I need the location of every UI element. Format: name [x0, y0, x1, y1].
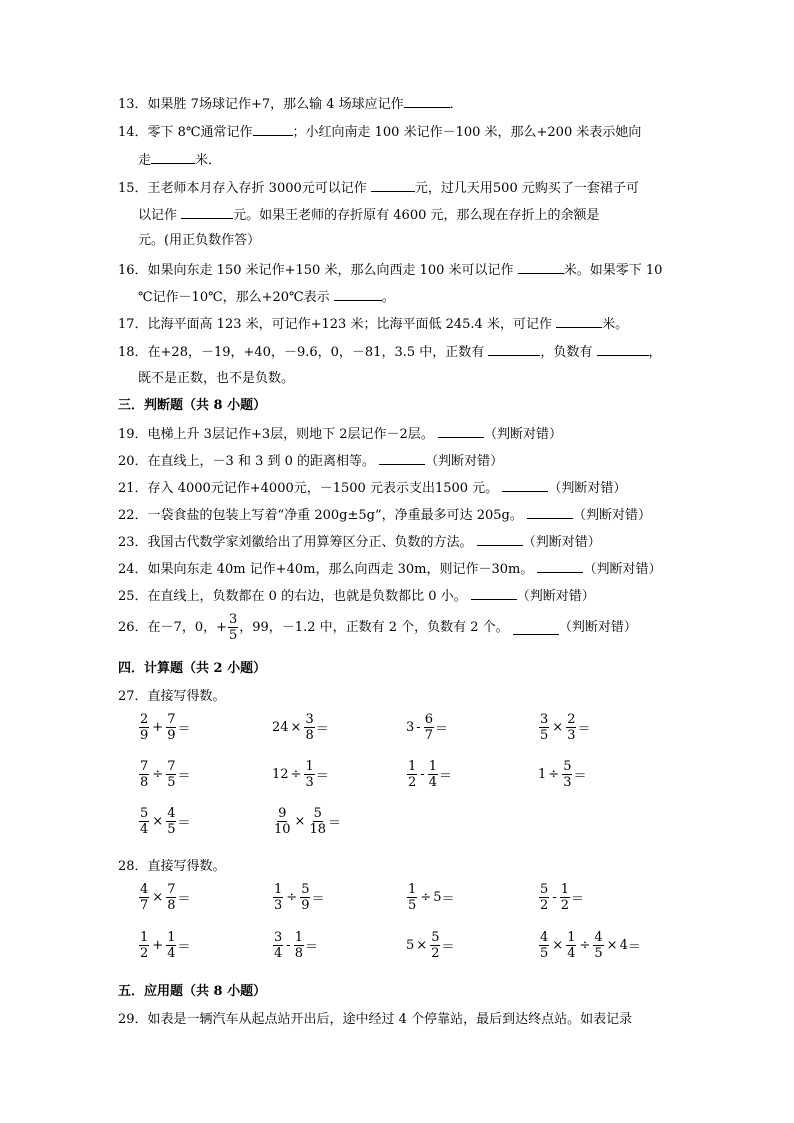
denominator: 5 — [167, 822, 176, 837]
numerator: 4 — [540, 930, 549, 945]
question-15-cont: 以记作 元。如果王老师的存折原有 4600 元，那么现在存折上的余额是 — [138, 205, 600, 225]
fraction — [566, 930, 576, 961]
answer-blank[interactable] — [488, 342, 540, 356]
numerator: 5 — [563, 759, 572, 774]
denominator: 9 — [301, 898, 310, 913]
denominator: 5 — [408, 898, 417, 913]
equals-sign: ＝ — [315, 722, 329, 737]
denominator: 4 — [567, 946, 576, 961]
denominator: 3 — [305, 775, 314, 790]
calc-expression — [538, 930, 641, 961]
answer-blank[interactable] — [438, 424, 484, 438]
denominator: 4 — [274, 946, 283, 961]
fraction — [428, 759, 438, 790]
denominator: 2 — [431, 946, 440, 961]
denominator: 9 — [167, 728, 176, 743]
calc-expression — [138, 882, 190, 913]
question-16-cont: ℃记作－10℃，那么+20℃表示 。 — [138, 287, 395, 307]
fraction — [166, 712, 176, 743]
denominator: 9 — [140, 728, 149, 743]
denominator: 18 — [309, 822, 326, 837]
numerator: 1 — [560, 882, 569, 897]
denominator: 5 — [540, 946, 549, 961]
numerator: 1 — [274, 882, 283, 897]
numerator: 9 — [278, 806, 287, 821]
operator: ÷ — [548, 767, 560, 782]
numerator: 7 — [140, 759, 149, 774]
numerator: 3 — [305, 712, 314, 727]
answer-blank[interactable] — [151, 150, 195, 164]
whole-number: 24 — [272, 720, 289, 735]
denominator: 4 — [167, 946, 176, 961]
calc-expression — [138, 759, 190, 790]
operator: × — [552, 938, 564, 953]
denominator: 4 — [428, 775, 437, 790]
denominator: 3 — [563, 775, 572, 790]
equals-sign: ＝ — [177, 722, 191, 737]
denominator: 8 — [140, 775, 149, 790]
equals-sign: ＝ — [177, 940, 191, 955]
equals-sign: ＝ — [315, 769, 329, 784]
answer-blank[interactable] — [502, 478, 548, 492]
section-heading-judge: 三．判断题（共 8 小题） — [118, 398, 267, 413]
question-16: 16．如果向东走 150 米记作+150 米，那么向西走 100 米可以记作 米。如果零下 10 — [118, 260, 662, 280]
numerator: 4 — [594, 930, 603, 945]
numerator: 1 — [408, 759, 417, 774]
equals-sign: ＝ — [328, 816, 342, 831]
fraction — [139, 882, 149, 913]
numerator: 7 — [167, 759, 176, 774]
question-18-cont: 既不是正数，也不是负数。 — [138, 371, 295, 386]
denominator: 8 — [294, 946, 303, 961]
question-14-cont: 走 米． — [138, 150, 221, 170]
fraction — [273, 806, 292, 837]
denominator: 5 — [540, 728, 549, 743]
section-heading-application: 五．应用题（共 8 小题） — [118, 984, 267, 999]
operator: × — [552, 720, 564, 735]
answer-blank[interactable] — [537, 559, 583, 573]
fraction — [407, 882, 417, 913]
whole-number: 12 — [272, 767, 289, 782]
fraction — [539, 930, 549, 961]
question-20: 20．在直线上，－3 和 3 到 0 的距离相等。 （判断对错） — [118, 451, 503, 471]
operator: ÷ — [420, 890, 432, 905]
denominator: 7 — [140, 898, 149, 913]
numerator: 1 — [567, 930, 576, 945]
whole-number: 5 — [433, 890, 442, 905]
section-heading-calc: 四．计算题（共 2 小题） — [118, 661, 267, 676]
calc-expression — [538, 759, 586, 790]
numerator: 2 — [140, 712, 149, 727]
question-19: 19．电梯上升 3层记作+3层，则地下 2层记作－2层。 （判断对错） — [118, 424, 562, 444]
question-23: 23．我国古代数学家刘徽给出了用算筹区分正、负数的方法。 （判断对错） — [118, 532, 601, 552]
denominator: 7 — [424, 728, 433, 743]
answer-blank[interactable] — [597, 342, 649, 356]
answer-blank[interactable] — [334, 287, 382, 301]
calc-expression — [138, 712, 190, 743]
operator: ÷ — [290, 767, 302, 782]
question-29: 29．如表是一辆汽车从起点站开出后，途中经过 4 个停靠站，最后到达终点站。如表记录 — [118, 1012, 633, 1027]
whole-number: 4 — [619, 938, 628, 953]
calc-expression — [406, 759, 452, 790]
fraction — [407, 759, 417, 790]
question-14: 14．零下 8℃通常记作 ；小红向南走 100 米记作－100 米，那么+200 米表示她向 — [118, 122, 641, 142]
numerator: 2 — [567, 712, 576, 727]
operator: × — [416, 938, 428, 953]
question-15-cont2: 元。(用正负数作答） — [138, 233, 261, 248]
numerator: 5 — [540, 882, 549, 897]
answer-blank[interactable] — [371, 178, 415, 192]
operator: + — [152, 938, 164, 953]
equals-sign: ＝ — [438, 769, 452, 784]
numerator: 1 — [140, 930, 149, 945]
denominator: 2 — [408, 775, 417, 790]
calc-expression — [538, 712, 590, 743]
question-25: 25．在直线上，负数都在 0 的右边，也就是负数都比 0 小。 （判断对错） — [118, 586, 595, 606]
calc-expression — [272, 759, 329, 790]
fraction — [593, 930, 603, 961]
answer-blank[interactable] — [527, 505, 573, 519]
calc-expression — [406, 882, 454, 913]
denominator: 4 — [140, 822, 149, 837]
question-24: 24．如果向东走 40m 记作+40m，那么向西走 30m，则记作－30m。 （判断对错） — [118, 559, 661, 579]
fraction — [539, 712, 549, 743]
fraction — [273, 930, 283, 961]
denominator: 3 — [567, 728, 576, 743]
equals-sign: ＝ — [177, 892, 191, 907]
calc-expression — [138, 806, 190, 837]
fraction — [166, 882, 176, 913]
equals-sign: ＝ — [441, 940, 455, 955]
fraction — [139, 759, 149, 790]
operator: - — [420, 767, 425, 782]
numerator: 3 — [540, 712, 549, 727]
numerator: 5 — [431, 930, 440, 945]
fraction — [560, 882, 570, 913]
equals-sign: ＝ — [577, 722, 591, 737]
fraction — [273, 882, 283, 913]
numerator: 3 — [274, 930, 283, 945]
answer-blank[interactable] — [513, 621, 559, 635]
denominator: 10 — [274, 822, 291, 837]
fraction — [539, 882, 549, 913]
numerator: 1 — [294, 930, 303, 945]
operator: × — [606, 938, 618, 953]
whole-number: 3 — [406, 720, 415, 735]
answer-blank[interactable] — [518, 260, 564, 274]
denominator: 2 — [140, 946, 149, 961]
operator: × — [152, 890, 164, 905]
operator: × — [294, 814, 306, 829]
numerator: 4 — [167, 806, 176, 821]
fraction — [308, 806, 327, 837]
equals-sign: ＝ — [177, 769, 191, 784]
denominator: 2 — [540, 898, 549, 913]
denominator: 8 — [167, 898, 176, 913]
operator: × — [152, 814, 164, 829]
numerator: 7 — [167, 882, 176, 897]
numerator: 1 — [428, 759, 437, 774]
denominator: 8 — [305, 728, 314, 743]
answer-blank[interactable] — [181, 205, 233, 219]
answer-blank[interactable] — [404, 94, 450, 108]
question-22: 22．一袋食盐的包装上写着“净重 200g±5g”，净重最多可达 205g。 （判断对错） — [118, 505, 651, 525]
equals-sign: ＝ — [304, 940, 318, 955]
operator: ÷ — [286, 890, 298, 905]
equals-sign: ＝ — [573, 769, 587, 784]
calc-expression — [138, 930, 190, 961]
fraction — [139, 930, 149, 961]
fraction — [166, 806, 176, 837]
numerator: 5 — [313, 806, 322, 821]
calc-expression — [406, 712, 448, 743]
operator: - — [286, 938, 291, 953]
fraction — [566, 712, 576, 743]
question-27: 27．直接写得数。 — [118, 689, 226, 704]
fraction: $\frac{3}{5}$ — [228, 612, 238, 643]
question-15: 15．王老师本月存入存折 3000元可以记作 元，过几天用500 元购买了一套裙子可 — [118, 178, 639, 198]
fraction — [562, 759, 572, 790]
question-13: 13．如果胜 7场球记作+7，那么输 4 场球应记作 ． — [118, 94, 463, 114]
numerator: 1 — [305, 759, 314, 774]
fraction — [294, 930, 304, 961]
equals-sign: ＝ — [570, 892, 584, 907]
fraction — [166, 759, 176, 790]
calc-expression — [406, 930, 454, 961]
numerator: 5 — [301, 882, 310, 897]
question-17: 17．比海平面高 123 米，可记作+123 米；比海平面低 245.4 米，可记作 米。 — [118, 314, 628, 334]
denominator: 3 — [274, 898, 283, 913]
equals-sign: ＝ — [177, 816, 191, 831]
calc-expression — [272, 806, 341, 837]
fraction — [300, 882, 310, 913]
numerator: 7 — [167, 712, 176, 727]
equals-sign: ＝ — [311, 892, 325, 907]
numerator: 4 — [140, 882, 149, 897]
question-18: 18．在+28，－19，+40，－9.6，0，－81，3.5 中，正数有 ，负数有 ， — [118, 342, 662, 362]
fraction — [166, 930, 176, 961]
denominator: 5 — [594, 946, 603, 961]
answer-blank[interactable] — [253, 122, 293, 136]
equals-sign: ＝ — [434, 722, 448, 737]
operator: - — [416, 720, 421, 735]
numerator: 6 — [424, 712, 433, 727]
question-26: 26．在－7，0，+ $\frac{3}{5}$ ，99，－1.2 中，正数有 2 个，负数有 2 个。 （判断对错） — [118, 612, 637, 643]
denominator: 5 — [167, 775, 176, 790]
answer-blank[interactable] — [379, 451, 425, 465]
whole-number: 1 — [538, 767, 547, 782]
answer-blank[interactable] — [471, 586, 517, 600]
calc-expression — [538, 882, 584, 913]
fraction — [139, 712, 149, 743]
operator: ÷ — [152, 767, 164, 782]
calc-expression — [272, 882, 324, 913]
denominator: 2 — [560, 898, 569, 913]
calc-expression — [272, 930, 318, 961]
fraction — [139, 806, 149, 837]
operator: - — [552, 890, 557, 905]
equals-sign: ＝ — [627, 940, 641, 955]
operator: × — [290, 720, 302, 735]
question-28: 28．直接写得数。 — [118, 859, 226, 874]
equals-sign: ＝ — [441, 892, 455, 907]
numerator: 1 — [408, 882, 417, 897]
answer-blank[interactable] — [477, 532, 523, 546]
numerator: 1 — [167, 930, 176, 945]
fraction — [424, 712, 434, 743]
answer-blank[interactable] — [556, 314, 602, 328]
fraction — [430, 930, 440, 961]
operator: + — [152, 720, 164, 735]
numerator: 5 — [140, 806, 149, 821]
fraction — [304, 759, 314, 790]
operator: ÷ — [579, 938, 591, 953]
calc-expression — [272, 712, 329, 743]
question-21: 21．存入 4000元记作+4000元，－1500 元表示支出1500 元。 （判断对错） — [118, 478, 626, 498]
fraction — [304, 712, 314, 743]
whole-number: 5 — [406, 938, 415, 953]
